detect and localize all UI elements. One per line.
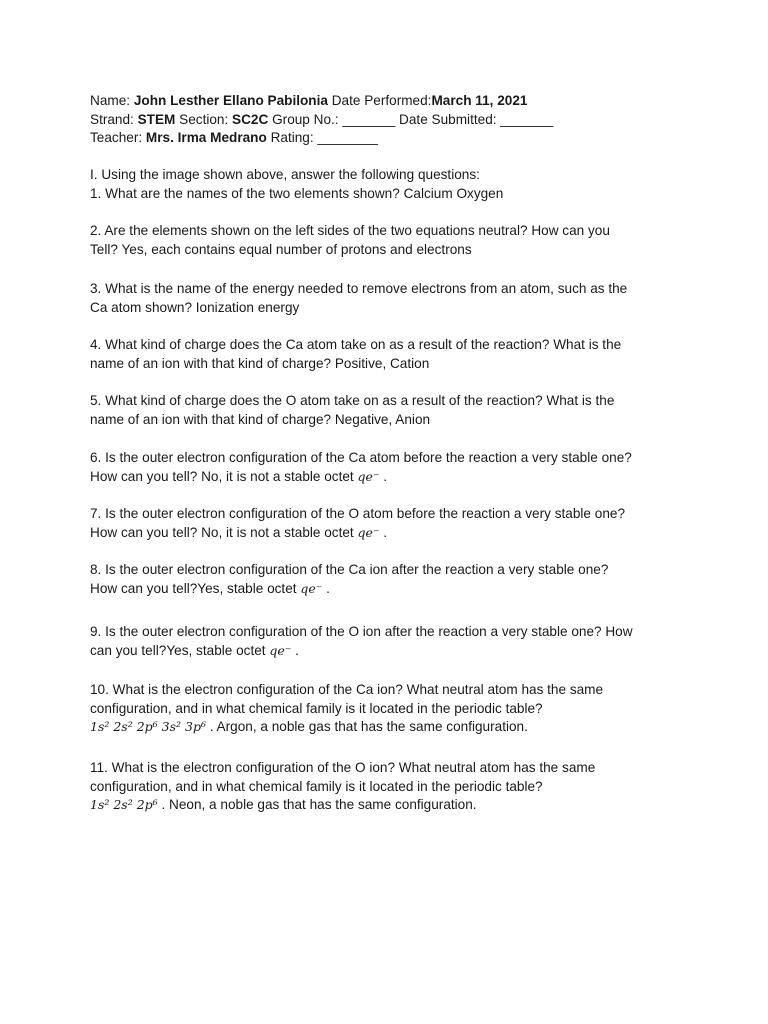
line-text: name of an ion with that kind of charge? Positive, Cation xyxy=(90,355,430,371)
question-3 xyxy=(90,280,690,317)
line-text: 11. What is the electron configuration of the O ion? What neutral atom has the same xyxy=(90,760,596,775)
formula: qe⁻ xyxy=(269,642,292,658)
line-text: 6. Is the outer electron configuration of the Ca atom before the reaction a very stable one? xyxy=(90,450,632,465)
line-text: name of an ion with that kind of charge? Negative, Anion xyxy=(90,411,431,427)
strand-line xyxy=(90,111,690,130)
answer-line xyxy=(90,718,690,737)
line-text: configuration, and in what chemical family is it located in the periodic table? xyxy=(90,700,543,716)
question-9 xyxy=(90,623,690,660)
strand: STEM xyxy=(137,111,176,127)
question-line xyxy=(90,411,690,430)
teacher-label: Teacher: xyxy=(90,130,146,146)
question-line xyxy=(90,580,690,599)
date-performed: March 11, 2021 xyxy=(431,93,528,108)
answer-text: . xyxy=(322,580,330,596)
formula: qe⁻ xyxy=(357,468,380,484)
question-10 xyxy=(90,681,690,737)
line-text: How can you tell? No, it is not a stable octet xyxy=(90,524,358,540)
question-line xyxy=(90,642,690,661)
question-line xyxy=(90,241,690,260)
question-line xyxy=(90,355,690,374)
intro-text: I. Using the image shown above, answer the following questions: xyxy=(90,167,480,182)
question-line xyxy=(90,392,690,411)
line-text: 9. Is the outer electron configuration of the O ion after the reaction a very stable one? How xyxy=(90,624,633,639)
line-text: can you tell?Yes, stable octet xyxy=(90,642,270,658)
line-text: How can you tell?Yes, stable octet xyxy=(90,580,301,596)
question-11 xyxy=(90,759,690,815)
section-label: Section: xyxy=(175,111,233,127)
line-text: 2. Are the elements shown on the left sides of the two equations neutral? How can you xyxy=(90,223,610,238)
question-1 xyxy=(90,185,690,204)
answer-text: . Neon, a noble gas that has the same configuration. xyxy=(157,797,477,813)
line-text: 4. What kind of charge does the Ca atom take on as a result of the reaction? What is the xyxy=(90,337,622,352)
question-line xyxy=(90,524,690,543)
question-line xyxy=(90,336,690,355)
header-info xyxy=(90,92,690,148)
question-line xyxy=(90,185,690,204)
question-line xyxy=(90,222,690,241)
formula: qe⁻ xyxy=(357,524,380,540)
answer-text: . xyxy=(291,642,299,658)
line-text: 7. Is the outer electron configuration of the O atom before the reaction a very stable one? xyxy=(90,506,626,521)
line-text: 5. What kind of charge does the O atom take on as a result of the reaction? What is the xyxy=(90,393,615,408)
student-name: John Lesther Ellano Pabilonia xyxy=(133,93,328,108)
question-line xyxy=(90,280,690,299)
name-line xyxy=(90,92,690,111)
line-text: Tell? Yes, each contains equal number of protons and electrons xyxy=(90,241,472,257)
teacher-line xyxy=(90,129,690,148)
question-7 xyxy=(90,505,690,542)
line-text: 10. What is the electron configuration of the Ca ion? What neutral atom has the same xyxy=(90,682,604,697)
strand-label: Strand: xyxy=(90,111,138,127)
question-line xyxy=(90,681,690,700)
date-performed-label: Date Performed: xyxy=(327,93,432,108)
question-5 xyxy=(90,392,690,429)
line-text: Ca atom shown? Ionization energy xyxy=(90,299,300,315)
formula: 1s² 2s² 2p⁶ 3s² 3p⁶ xyxy=(90,719,206,735)
rating: Rating: ________ xyxy=(266,130,378,146)
question-line xyxy=(90,759,690,778)
question-line xyxy=(90,299,690,318)
question-8 xyxy=(90,561,690,598)
question-line xyxy=(90,700,690,719)
answer-line xyxy=(90,796,690,815)
name-label: Name: xyxy=(90,93,134,108)
question-line xyxy=(90,468,690,487)
question-4 xyxy=(90,336,690,373)
line-text: 8. Is the outer electron configuration of the Ca ion after the reaction a very stable one? xyxy=(90,562,609,577)
answer-text: . xyxy=(379,524,388,540)
instructions xyxy=(90,166,690,185)
question-line xyxy=(90,449,690,468)
answer-text: . Argon, a noble gas that has the same configuration. xyxy=(205,719,528,735)
line-text: configuration, and in what chemical family is it located in the periodic table? xyxy=(90,778,543,794)
question-6 xyxy=(90,449,690,486)
question-line xyxy=(90,561,690,580)
formula: 1s² 2s² 2p⁶ xyxy=(90,797,158,813)
line-text: 3. What is the name of the energy needed to remove electrons from an atom, such as the xyxy=(90,281,628,296)
answer-text: . xyxy=(379,468,388,484)
line-text: How can you tell? No, it is not a stable octet xyxy=(90,468,358,484)
question-line xyxy=(90,623,690,642)
section: SC2C xyxy=(232,111,269,127)
question-line xyxy=(90,778,690,797)
question-line xyxy=(90,505,690,524)
group-date-submitted: Group No.: _______ Date Submitted: _______ xyxy=(268,111,554,127)
formula: qe⁻ xyxy=(300,580,323,596)
line-text: 1. What are the names of the two elements shown? Calcium Oxygen xyxy=(90,186,504,201)
question-2 xyxy=(90,222,690,259)
teacher: Mrs. Irma Medrano xyxy=(145,130,267,146)
